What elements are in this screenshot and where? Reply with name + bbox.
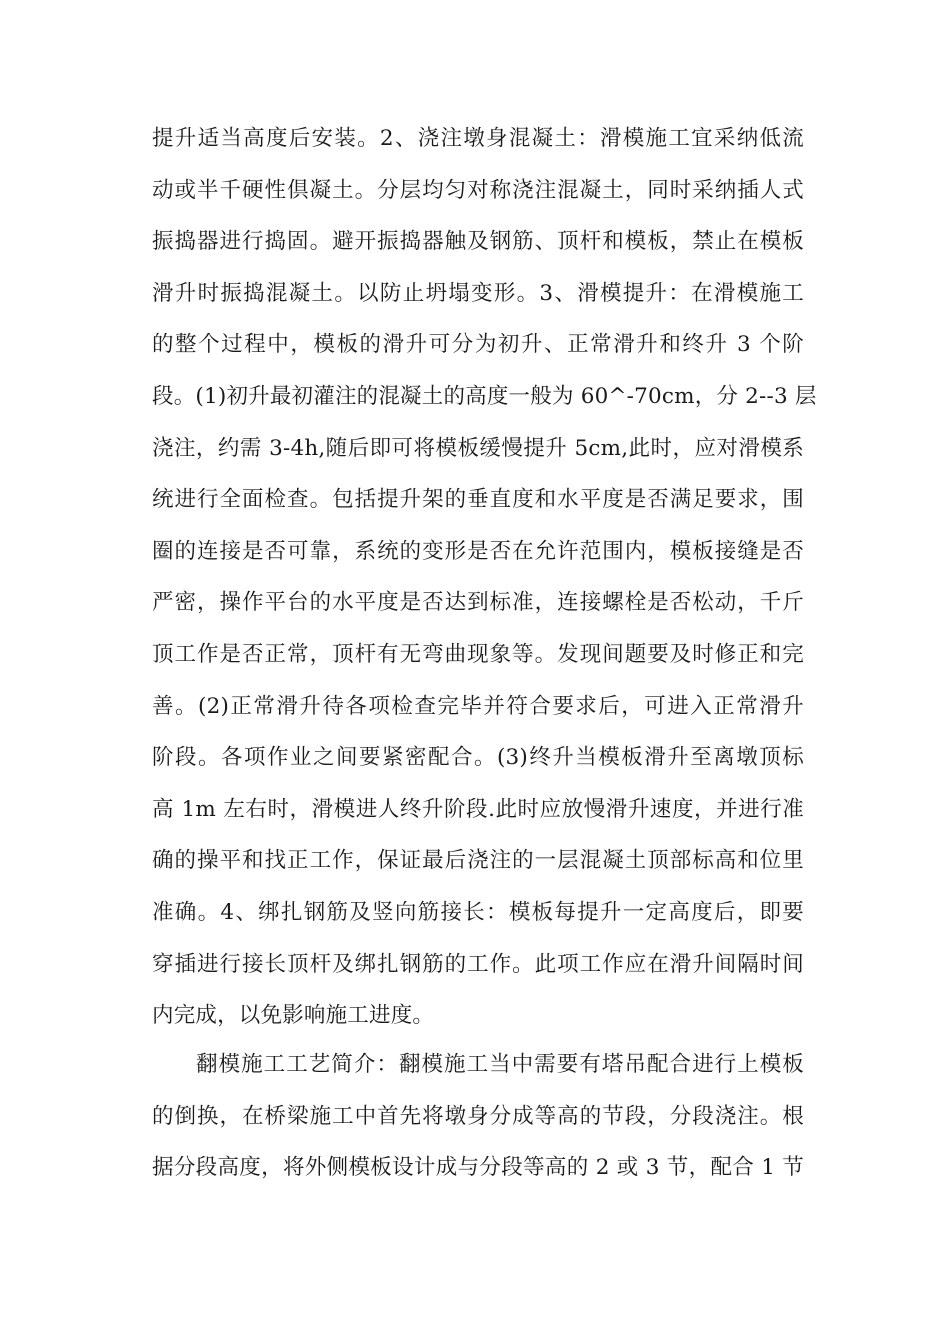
text-line: 浇注，约需 3-4h,随后即可将模板缓慢提升 5cm,此时，应对滑模系 bbox=[152, 435, 804, 461]
text-line: 准确。4、绑扎钢筋及竖向筋接长：模板每提升一定高度后，即要 bbox=[152, 899, 804, 925]
text-line-last: 内完成，以免影响施工进度。 bbox=[152, 1003, 435, 1029]
text-line: 的整个过程中，模板的滑升可分为初升、正常滑升和终升 3 个阶 bbox=[152, 332, 804, 358]
paragraph-flip-form-intro bbox=[152, 1039, 804, 1194]
text-line: 振捣器进行捣固。避开振捣器触及钢筋、顶杆和模板，禁止在模板 bbox=[152, 229, 804, 255]
text-line: 善。(2)正常滑升待各项检查完毕并符合要求后，可进入正常滑升 bbox=[152, 693, 804, 719]
paragraph-slipform-process bbox=[152, 113, 817, 1042]
text-line: 滑升时振捣混凝土。以防止坍塌变形。3、滑模提升：在滑模施工 bbox=[152, 280, 804, 306]
text-line: 据分段高度，将外侧模板设计成与分段等高的 2 或 3 节，配合 1 节 bbox=[152, 1155, 804, 1181]
text-line: 确的操平和找正工作，保证最后浇注的一层混凝土顶部标高和位里 bbox=[152, 848, 804, 874]
text-line: 统进行全面检查。包括提升架的垂直度和水平度是否满足要求，围 bbox=[152, 487, 804, 513]
text-line: 段。(1)初升最初灌注的混凝土的高度一般为 60^-70cm，分 2--3 层 bbox=[152, 383, 817, 409]
text-line: 顶工作是否正常，顶杆有无弯曲现象等。发现间题要及时修正和完 bbox=[152, 641, 804, 667]
text-line: 提升适当高度后安装。2、浇注墩身混凝土：滑模施工宜采纳低流 bbox=[152, 126, 804, 151]
text-line: 高 1m 左右时，滑模进人终升阶段.此时应放慢滑升速度，并进行准 bbox=[152, 796, 804, 822]
text-line: 的倒换，在桥梁施工中首先将墩身分成等高的节段，分段浇注。根 bbox=[152, 1103, 804, 1129]
text-line: 动或半千硬性倶凝土。分层均匀对称浇注混凝土，同时采纳插人式 bbox=[152, 177, 804, 203]
text-line: 阶段。各项作业之间要紧密配合。(3)终升当模板滑升至离墩顶标 bbox=[152, 745, 804, 771]
text-line: 穿插进行接长顶杆及绑扎钢筋的工作。此项工作应在滑升间隔时间 bbox=[152, 951, 804, 977]
text-line-indented: 翻模施工工艺简介：翻模施工当中需要有塔吊配合进行上模板 bbox=[196, 1052, 804, 1077]
text-line: 严密，操作平台的水平度是否达到标准，连接螺栓是否松动，千斤 bbox=[152, 590, 804, 616]
text-line: 圈的连接是否可靠，系统的变形是否在允许范围内，模板接缝是否 bbox=[152, 538, 804, 564]
